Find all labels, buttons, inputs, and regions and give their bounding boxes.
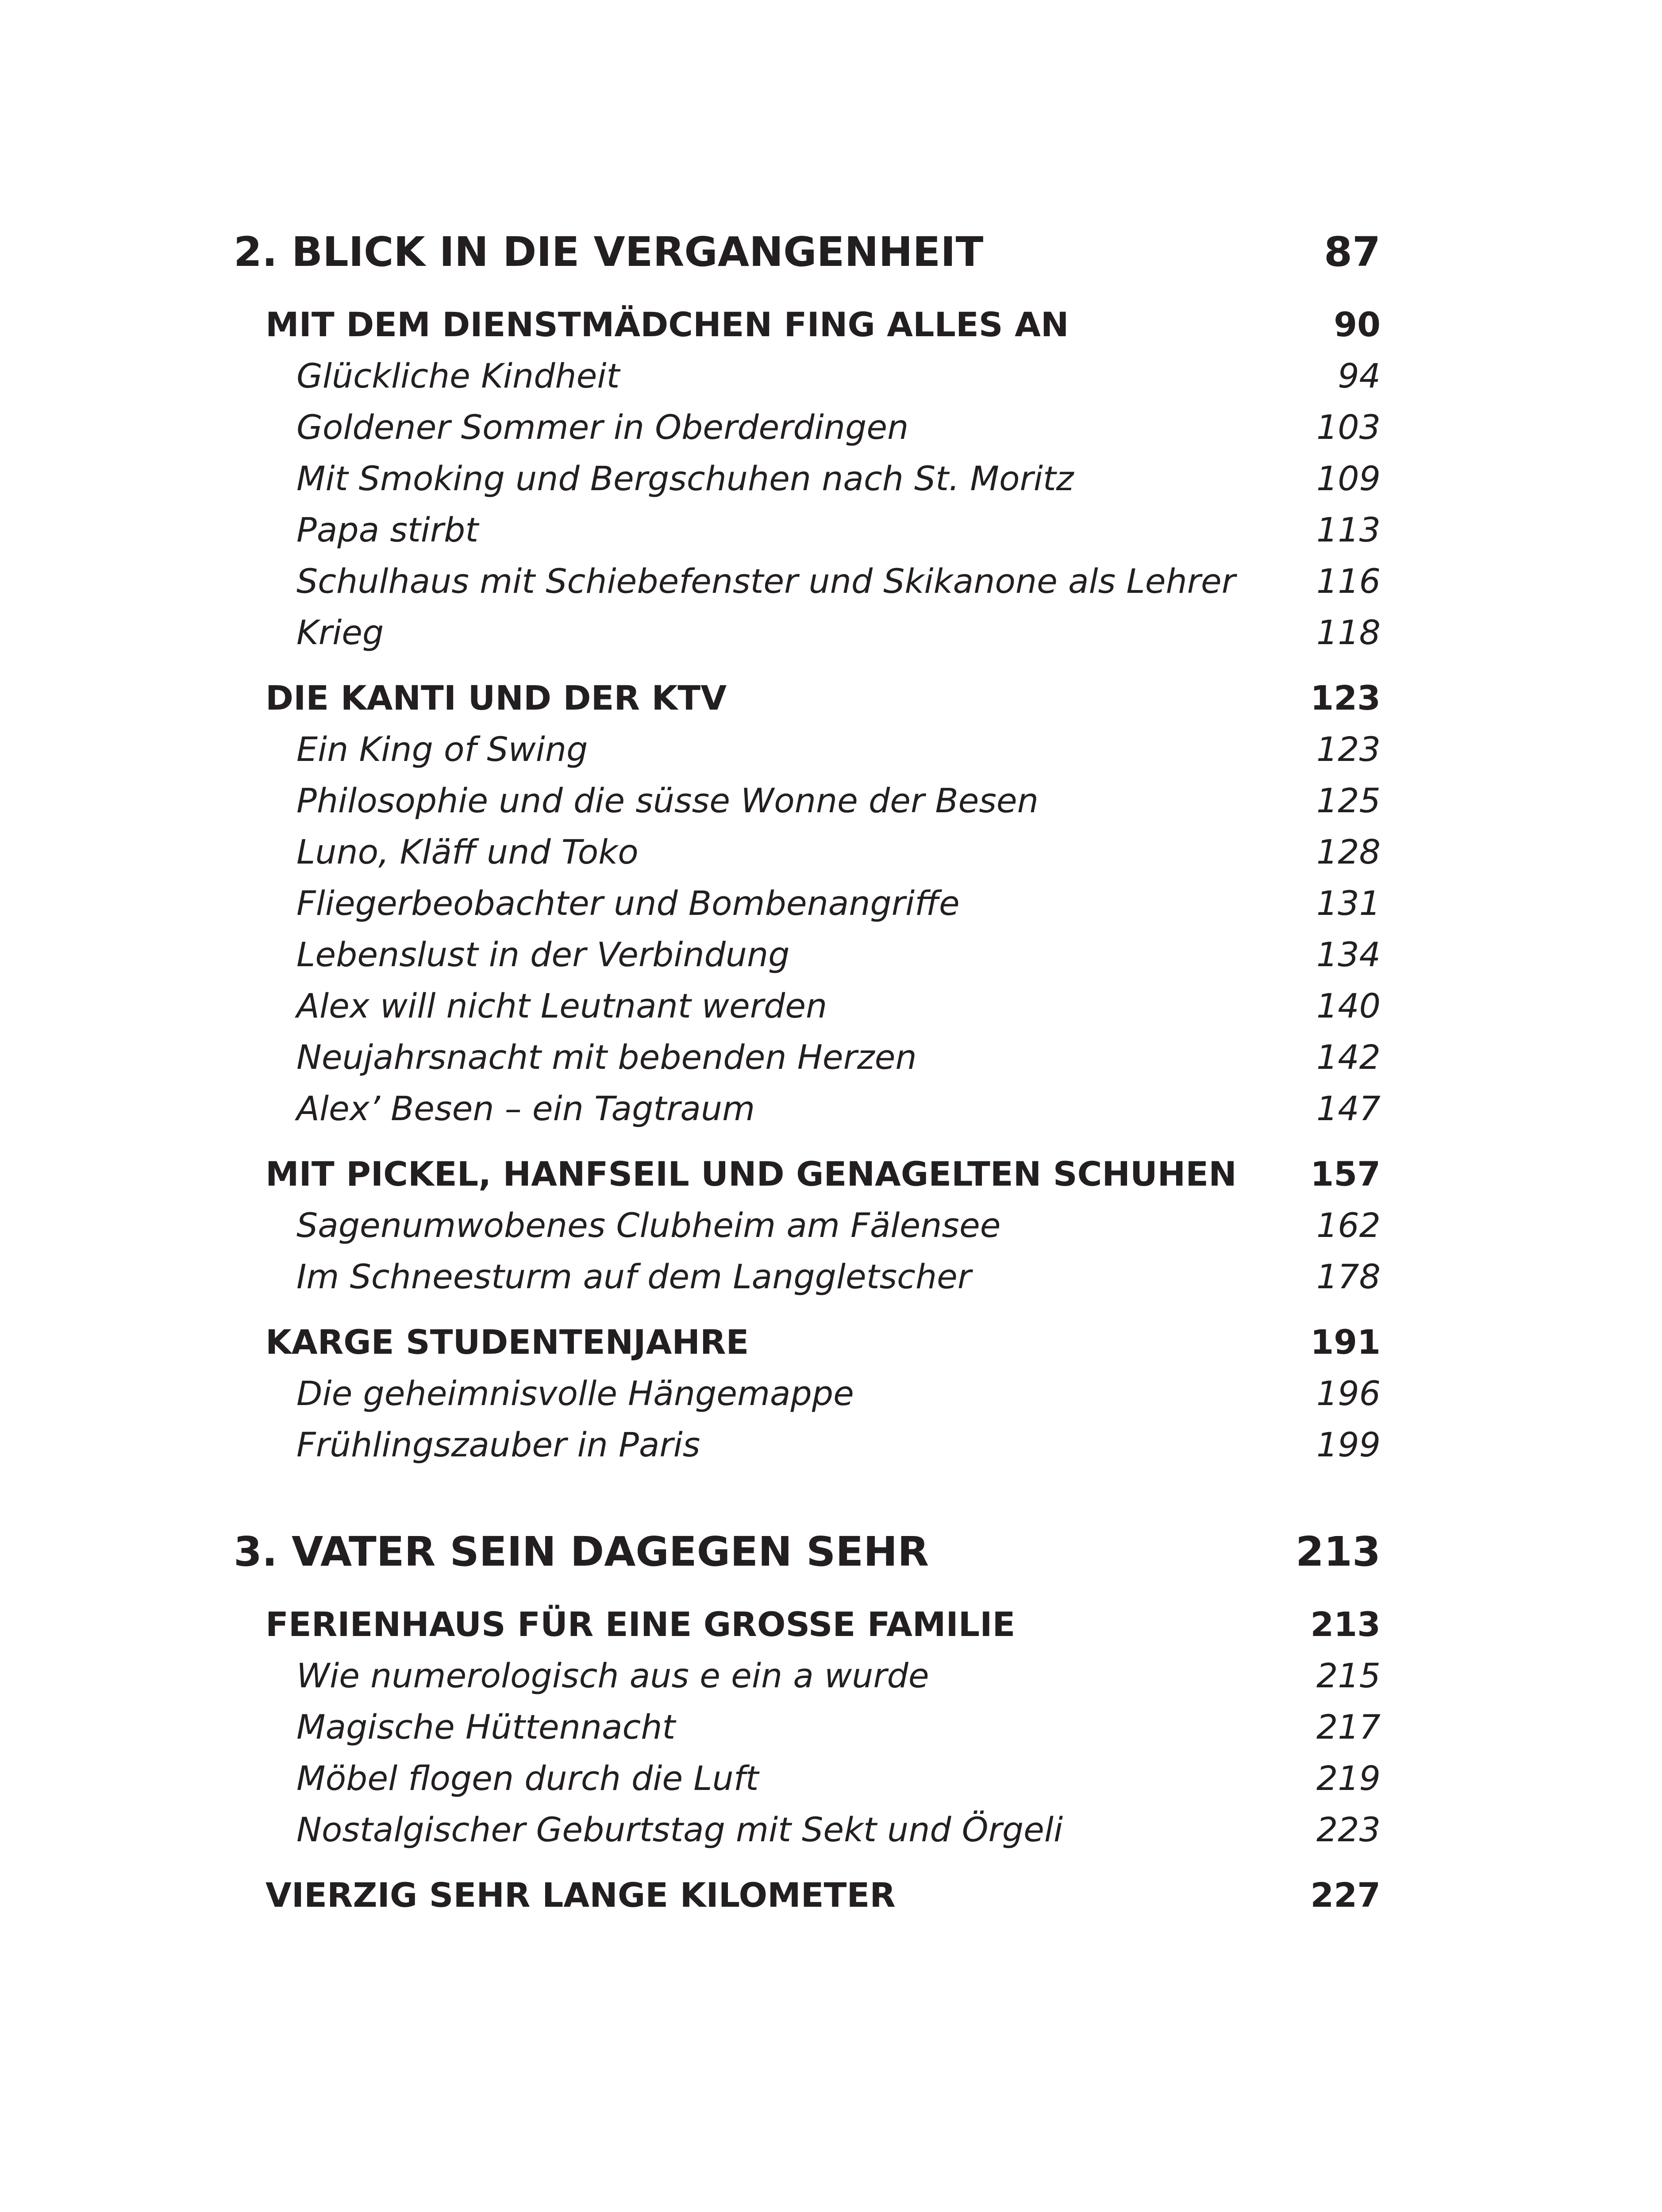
entry-page: 219 bbox=[1316, 1759, 1381, 1798]
entry-title: Papa stirbt bbox=[296, 510, 479, 549]
entry-title: Glückliche Kindheit bbox=[296, 356, 620, 396]
toc-entry bbox=[234, 980, 1381, 1032]
section-title: MIT PICKEL, HANFSEIL UND GENAGELTEN SCHUHEN bbox=[265, 1154, 1237, 1194]
section-title: KARGE STUDENTENJAHRE bbox=[265, 1322, 749, 1362]
toc-entry bbox=[234, 402, 1381, 453]
entry-title: Magische Hüttennacht bbox=[296, 1707, 676, 1747]
toc-entry bbox=[234, 1650, 1381, 1701]
toc-section bbox=[234, 672, 1381, 724]
entry-title: Die geheimnisvolle Hängemappe bbox=[296, 1374, 854, 1413]
section-title: MIT DEM DIENSTMÄDCHEN FING ALLES AN bbox=[265, 305, 1069, 344]
entry-title: Im Schneesturm auf dem Langgletscher bbox=[296, 1257, 972, 1296]
toc-section bbox=[234, 1317, 1381, 1368]
entry-page: 178 bbox=[1316, 1257, 1381, 1296]
entry-page: 217 bbox=[1316, 1707, 1381, 1747]
toc-section bbox=[234, 1148, 1381, 1200]
entry-page: 113 bbox=[1316, 510, 1381, 549]
entry-page: 196 bbox=[1316, 1374, 1381, 1413]
section-page: 191 bbox=[1310, 1322, 1381, 1362]
toc-section bbox=[234, 1870, 1381, 1921]
entry-title: Wie numerologisch aus e ein a wurde bbox=[296, 1656, 929, 1695]
toc-chapter bbox=[234, 1521, 1381, 1583]
toc-section bbox=[234, 299, 1381, 350]
toc-entry bbox=[234, 504, 1381, 556]
toc-entry bbox=[234, 1701, 1381, 1753]
toc-entry bbox=[234, 1368, 1381, 1419]
entry-page: 128 bbox=[1316, 832, 1381, 872]
entry-title: Nostalgischer Geburtstag mit Sekt und Örgeli bbox=[296, 1810, 1063, 1849]
entry-title: Alex’ Besen – ein Tagtraum bbox=[296, 1089, 755, 1128]
entry-page: 123 bbox=[1316, 730, 1381, 769]
entry-title: Philosophie und die süsse Wonne der Besen bbox=[296, 781, 1039, 820]
toc-entry bbox=[234, 1753, 1381, 1804]
entry-page: 215 bbox=[1316, 1656, 1381, 1695]
entry-page: 134 bbox=[1316, 935, 1381, 974]
toc-entry bbox=[234, 556, 1381, 607]
toc-entry bbox=[234, 607, 1381, 658]
entry-page: 140 bbox=[1316, 986, 1381, 1025]
chapter-title: 3. VATER SEIN DAGEGEN SEHR bbox=[234, 1528, 929, 1575]
entry-page: 147 bbox=[1316, 1089, 1381, 1128]
toc-section bbox=[234, 1599, 1381, 1650]
entry-title: Möbel flogen durch die Luft bbox=[296, 1759, 759, 1798]
section-page: 227 bbox=[1310, 1875, 1381, 1915]
entry-title: Krieg bbox=[296, 613, 384, 652]
section-page: 90 bbox=[1334, 305, 1381, 344]
section-title: FERIENHAUS FÜR EINE GROSSE FAMILIE bbox=[265, 1605, 1016, 1644]
entry-page: 199 bbox=[1316, 1425, 1381, 1464]
entry-page: 103 bbox=[1316, 407, 1381, 447]
toc-chapter bbox=[234, 221, 1381, 283]
toc-entry bbox=[234, 453, 1381, 504]
entry-title: Neujahrsnacht mit bebenden Herzen bbox=[296, 1037, 917, 1077]
section-title: DIE KANTI UND DER KTV bbox=[265, 678, 727, 718]
entry-page: 109 bbox=[1316, 459, 1381, 498]
toc-entry bbox=[234, 1032, 1381, 1083]
entry-page: 223 bbox=[1316, 1810, 1381, 1849]
toc-entry bbox=[234, 1804, 1381, 1855]
toc-entry bbox=[234, 1419, 1381, 1471]
entry-title: Fliegerbeobachter und Bombenangriffe bbox=[296, 883, 960, 923]
toc-entry bbox=[234, 775, 1381, 826]
toc-entry bbox=[234, 724, 1381, 775]
toc-entry bbox=[234, 1200, 1381, 1251]
entry-page: 118 bbox=[1316, 613, 1381, 652]
entry-page: 94 bbox=[1338, 356, 1381, 396]
entry-title: Lebenslust in der Verbindung bbox=[296, 935, 790, 974]
entry-page: 131 bbox=[1316, 883, 1381, 923]
toc-entry bbox=[234, 1251, 1381, 1302]
chapter-page: 213 bbox=[1295, 1528, 1381, 1575]
entry-title: Goldener Sommer in Oberderdingen bbox=[296, 407, 909, 447]
toc-entry bbox=[234, 350, 1381, 402]
chapter-page: 87 bbox=[1323, 228, 1381, 276]
entry-title: Alex will nicht Leutnant werden bbox=[296, 986, 827, 1025]
entry-title: Schulhaus mit Schiebefenster und Skikanone als Lehrer bbox=[296, 561, 1235, 601]
entry-page: 142 bbox=[1316, 1037, 1381, 1077]
entry-title: Sagenumwobenes Clubheim am Fälensee bbox=[296, 1206, 1001, 1245]
section-page: 157 bbox=[1310, 1154, 1381, 1194]
entry-title: Frühlingszauber in Paris bbox=[296, 1425, 700, 1464]
section-page: 123 bbox=[1310, 678, 1381, 718]
entry-title: Luno, Kläff und Toko bbox=[296, 832, 639, 872]
section-page: 213 bbox=[1310, 1605, 1381, 1644]
section-title: VIERZIG SEHR LANGE KILOMETER bbox=[265, 1875, 896, 1915]
table-of-contents bbox=[234, 221, 1381, 1921]
entry-title: Mit Smoking und Bergschuhen nach St. Moritz bbox=[296, 459, 1074, 498]
chapter-title: 2. BLICK IN DIE VERGANGENHEIT bbox=[234, 228, 984, 276]
entry-page: 162 bbox=[1316, 1206, 1381, 1245]
entry-page: 116 bbox=[1316, 561, 1381, 601]
toc-entry bbox=[234, 826, 1381, 878]
entry-page: 125 bbox=[1316, 781, 1381, 820]
toc-entry bbox=[234, 929, 1381, 980]
toc-entry bbox=[234, 878, 1381, 929]
toc-entry bbox=[234, 1083, 1381, 1134]
entry-title: Ein King of Swing bbox=[296, 730, 588, 769]
